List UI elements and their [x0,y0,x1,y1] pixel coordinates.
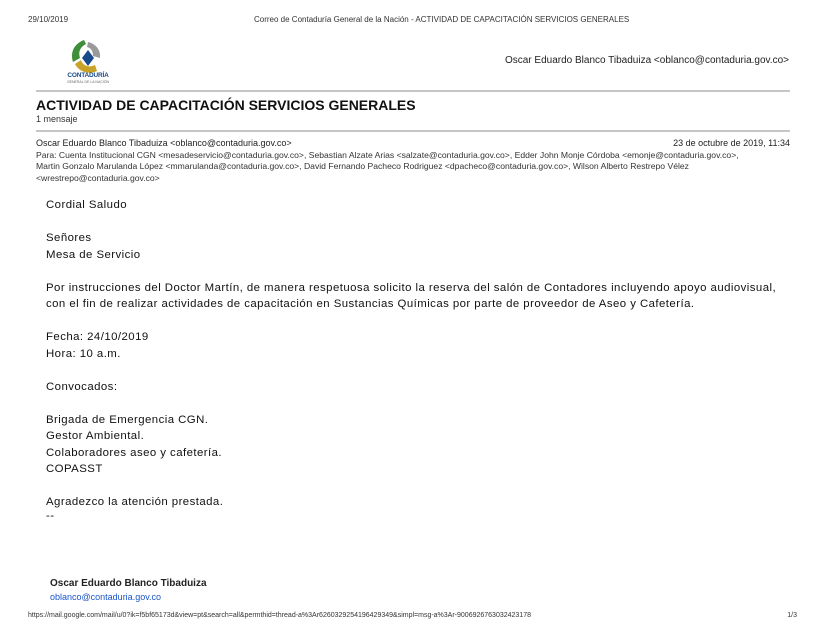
closing-line: Agradezco la atención prestada. [46,496,224,508]
request-paragraph: Por instrucciones del Doctor Martín, de manera respetuosa solicito la reserva del salón de Contadores incluyendo apoyo audiovisual, con el fin de realizar actividades de capacitación en Sustancias Químicas por parte de proveedor de Aseo y Cafetería. [46,281,777,310]
divider [36,90,790,92]
print-title: Correo de Contaduría General de la Nación - ACTIVIDAD DE CAPACITACIÓN SERVICIOS GENERALES [254,15,630,24]
signature-separator: -- [46,509,55,522]
attendee-item: Gestor Ambiental. [46,430,145,442]
message-date: 23 de octubre de 2019, 11:34 [673,138,790,148]
message-sender: Oscar Eduardo Blanco Tibaduiza <oblanco@contaduria.gov.co> [36,138,292,148]
logo-name: CONTADURÍA [67,72,109,79]
attendees-label: Convocados: [46,380,118,393]
thread-subject: ACTIVIDAD DE CAPACITACIÓN SERVICIOS GENERALES [36,97,416,113]
print-footer-url: https://mail.google.com/mail/u/0?ik=f5bf65173d&view=pt&search=all&permthid=thread-a%3Ar6260329254196429349&simpl=msg-a%3Ar-9006926763032423178 [28,612,531,619]
logo-subtitle: GENERAL DE LA NACIÓN [66,80,110,84]
print-date: 29/10/2019 [28,15,69,24]
addressee-line-2: Mesa de Servicio [46,248,141,261]
addressee-line-1: Señores [46,232,92,244]
attendee-item: Colaboradores aseo y cafetería. [46,446,223,459]
message-count: 1 mensaje [36,114,78,124]
signature-name: Oscar Eduardo Blanco Tibaduiza [50,578,207,589]
message-body [46,197,786,521]
greeting: Cordial Saludo [46,199,128,211]
meeting-time: Hora: 10 a.m. [46,347,121,360]
print-page-number: 1/3 [787,612,797,619]
attendee-item: COPASST [46,463,103,475]
divider [36,130,790,132]
meeting-date: Fecha: 24/10/2019 [46,331,149,343]
message-recipients: Para: Cuenta Institucional CGN <mesadeservicio@contaduria.gov.co>, Sebastian Alzate Arias <salzate@contaduria.gov.co>, Edder John Monje Córdoba <emonje@contaduria.gov.co>, Martin Gonzalo Marulanda López <mmarulanda@contaduria.gov.co>, David Fernando Pacheco Rodriguez <dpacheco@contaduria.gov.co>, Wilson Alberto Restrepo Vélez <wrestrepo@contaduria.gov.co> [36,150,739,183]
signature-email-link[interactable]: oblanco@contaduria.gov.co [50,592,162,602]
account-user: Oscar Eduardo Blanco Tibaduiza <oblanco@contaduria.gov.co> [504,55,789,66]
attendee-item: Brigada de Emergencia CGN. [46,413,209,426]
